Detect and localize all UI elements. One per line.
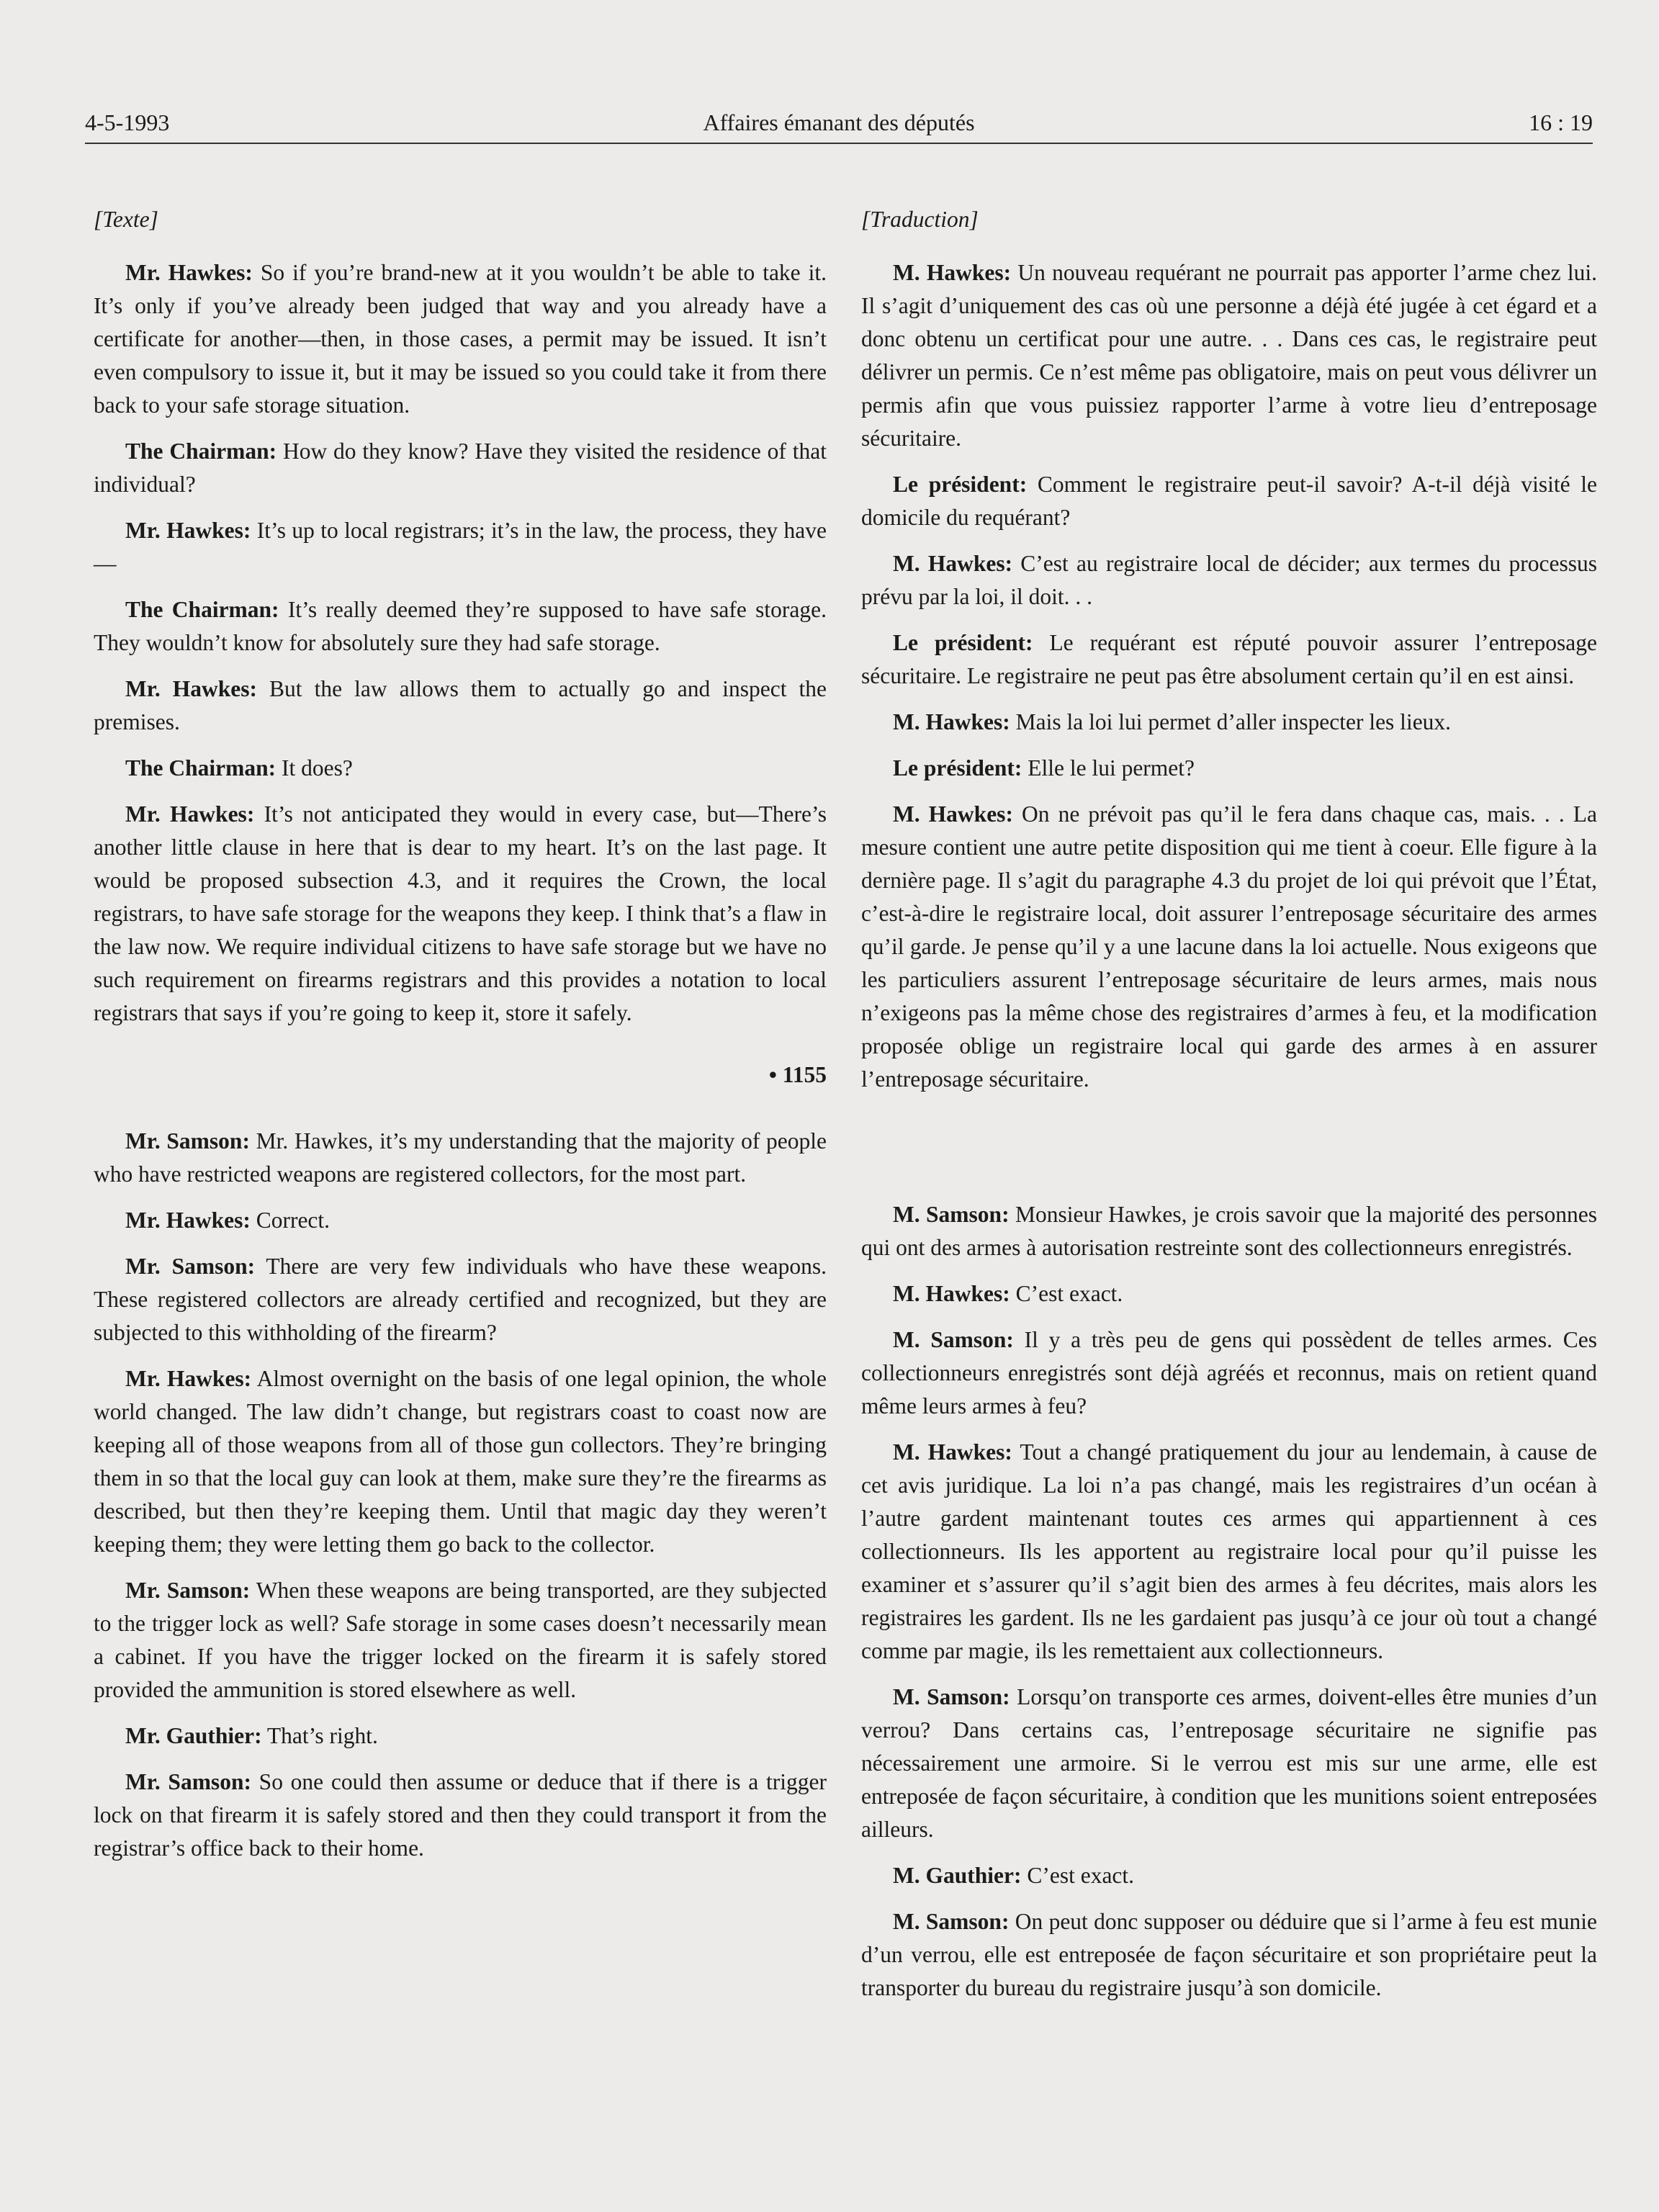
speech-paragraph [861,1323,1597,1423]
speech-text: There are very few individuals who have these weapons. These registered collectors are already certified and recognized, but they are subjected to this withholding of the firearm? [94,1254,827,1345]
speech-paragraph [861,256,1597,455]
speaker-name: Mr. Samson: [125,1578,251,1603]
speech-text: Monsieur Hawkes, je crois savoir que la majorité des personnes qui ont des armes à autorisation restreinte sont des collectionneurs enregistrés. [861,1202,1597,1260]
speech-paragraph [861,1436,1597,1668]
speech-text: Almost overnight on the basis of one legal opinion, the whole world changed. The law didn’t change, but registrars coast to coast now are keeping all of those weapons from all of those gun collectors. They’re bringing them in so that the local guy can look at them, make sure they’re the firearms as described, but then they’re keeping them. Until that magic day they weren’t keeping them; they were letting them go back to the collector. [94,1366,827,1557]
speech-text: When these weapons are being transported, are they subjected to the trigger lock as well? Safe storage in some cases doesn’t necessarily mean a cabinet. If you have the trigger locked on the firearm it is safely stored provided the ammunition is stored elsewhere as well. [94,1578,827,1702]
speech-paragraph [94,1766,827,1865]
speech-text: How do they know? Have they visited the residence of that individual? [94,439,827,497]
transcript-block-2 [861,1198,1597,2005]
speech-paragraph [94,435,827,501]
speech-text: So one could then assume or deduce that if there is a trigger lock on that firearm it is safely stored and then they could transport it from the registrar’s office back to their home. [94,1769,827,1861]
speech-text: Le requérant est réputé pouvoir assurer l’entreposage sécuritaire. Le registraire ne peut pas être absolument certain qu’il en est ainsi. [861,630,1598,688]
speaker-name: M. Hawkes: [893,1439,1012,1465]
speech-text: On ne prévoit pas qu’il le fera dans chaque cas, mais. . . La mesure contient une autre petite disposition qui me tient à coeur. Elle figure à la dernière page. Il s’agit du paragraphe 4.3 du projet de loi qui prévoit que l’État, c’est-à-dire le registraire local, doit assurer l’entreposage sécuritaire des armes qu’il garde. Je pense qu’il y a une lacune dans la loi actuelle. Nous exigeons que les particuliers assurent l’entreposage sécuritaire de leurs armes, mais nous n’exigeons pas la même chose des registraires d’armes à feu, et la modification proposée oblige un registraire local qui garde des armes à en assurer l’entreposage sécuritaire. [861,801,1597,1092]
speech-paragraph [94,514,827,580]
speech-text: But the law allows them to actually go and inspect the premises. [94,676,827,734]
speaker-name: Mr. Samson: [125,1769,251,1794]
speech-paragraph [94,1362,827,1561]
speech-text: Tout a changé pratiquement du jour au lendemain, à cause de cet avis juridique. La loi n’a pas changé, mais les registraires d’un océan à l’autre gardent maintenant toutes ces armes qui appartiennent à ces collectionneurs. Ils les apportent au registraire local pour qu’il puisse les examiner et s’assurer qu’il s’agit bien des armes à feu décrites, mais alors les registraires les gardent. Ils ne les gardaient pas jusqu’à ce jour où tout a changé comme par magie, ils les remettaient aux collectionneurs. [861,1439,1597,1663]
speech-paragraph [861,1905,1597,2005]
speaker-name: The Chairman: [125,597,279,622]
speech-text: On peut donc supposer ou déduire que si l’arme à feu est munie d’un verrou, elle est entreposée de façon sécuritaire et son propriétaire peut la transporter du bureau du registraire jusqu’à son domicile. [861,1909,1597,2000]
speech-paragraph [861,1277,1597,1310]
speech-paragraph [861,547,1597,613]
speaker-name: Le président: [893,472,1028,497]
speech-text: C’est exact. [1010,1281,1123,1306]
speech-text: C’est exact. [1021,1863,1135,1888]
column-label: [Traduction] [861,207,979,232]
speaker-name: Le président: [893,630,1033,655]
speech-paragraph [861,706,1597,739]
speaker-name: M. Samson: [893,1202,1010,1227]
speech-paragraph [861,798,1597,1096]
speech-paragraph [94,1250,827,1349]
transcript-block-2 [94,1125,827,1865]
speech-paragraph [94,256,827,422]
speech-text: Il y a très peu de gens qui possèdent de telles armes. Ces collectionneurs enregistrés sont déjà agréés et reconnus, mais on retient quand même leurs armes à feu? [861,1327,1598,1419]
speech-paragraph [861,468,1597,534]
speech-text: Elle le lui permet? [1022,755,1195,781]
speaker-name: Le président: [893,755,1022,781]
speaker-name: Mr. Hawkes: [125,1366,252,1391]
speaker-name: Mr. Samson: [125,1128,250,1154]
transcript-block-1 [861,256,1597,1096]
speaker-name: M. Hawkes: [893,801,1013,827]
speaker-name: M. Samson: [893,1684,1010,1709]
speech-text: It’s really deemed they’re supposed to have safe storage. They wouldn’t know for absolutely sure they had safe storage. [94,597,827,655]
speech-text: That’s right. [261,1723,378,1748]
english-column [94,203,827,1878]
speech-paragraph [861,1859,1597,1892]
speech-paragraph [94,593,827,660]
header-page-number: 16 : 19 [1529,109,1593,135]
header-date: 4-5-1993 [85,109,170,135]
speech-text: Mr. Hawkes, it’s my understanding that the majority of people who have restricted weapons are registered collectors, for the most part. [94,1128,827,1187]
speaker-name: M. Hawkes: [893,260,1012,285]
speaker-name: Mr. Hawkes: [125,801,255,827]
speaker-name: M. Samson: [893,1909,1010,1934]
speech-paragraph [861,1198,1597,1264]
speaker-name: Mr. Samson: [125,1254,256,1279]
page-header [85,109,1593,144]
speaker-name: The Chairman: [125,439,277,464]
speech-paragraph [861,1681,1597,1846]
speech-paragraph [94,673,827,739]
speaker-name: M. Hawkes: [893,709,1010,734]
speaker-name: M. Hawkes: [893,1281,1010,1306]
header-rule [85,143,1593,144]
speech-text: It’s up to local registrars; it’s in the law, the process, they have— [94,518,827,576]
speech-paragraph [94,1125,827,1191]
column-label: [Texte] [94,207,158,232]
speech-paragraph [94,1574,827,1707]
speech-text: It’s not anticipated they would in every case, but—There’s another little clause in here that is dear to my heart. It’s on the last page. It would be proposed subsection 4.3, and it requires the Crown, the local registrars, to have safe storage for the weapons they keep. I think that’s a flaw in the law now. We require individual citizens to have safe storage but we have no such requirement on firearms registrars and this provides a notation to local registrars that says if you’re going to keep it, store it safely. [94,801,827,1025]
speech-paragraph [94,1204,827,1237]
speech-text: Lorsqu’on transporte ces armes, doivent-elles être munies d’un verrou? Dans certains cas, l’entreposage sécuritaire ne signifie pas nécessairement une armoire. Si le verrou est mis sur une arme, elle est entreposée de façon sécuritaire, à condition que les munitions soient entreposées ailleurs. [861,1684,1597,1842]
speech-text: C’est au registraire local de décider; aux termes du processus prévu par la loi, il doit. . . [861,551,1597,609]
speaker-name: M. Gauthier: [893,1863,1022,1888]
speech-paragraph [861,752,1597,785]
speaker-name: M. Samson: [893,1327,1014,1352]
speaker-name: M. Hawkes: [893,551,1013,576]
speaker-name: Mr. Hawkes: [125,676,257,701]
speaker-name: Mr. Gauthier: [125,1723,262,1748]
speech-paragraph [94,798,827,1030]
speech-text: So if you’re brand-new at it you wouldn’t be able to take it. It’s only if you’ve already been judged that way and you already have a certificate for another—then, in those cases, a permit may be issued. It isn’t even compulsory to issue it, but it may be issued so you could take it from there back to your safe storage situation. [94,260,827,418]
header-title: Affaires émanant des députés [703,109,975,135]
speech-paragraph [94,752,827,785]
speech-text: Un nouveau requérant ne pourrait pas apporter l’arme chez lui. Il s’agit d’uniquement des cas où une personne a déjà été jugée à cet égard et a donc obtenu un certificat pour une autre. . . Dans ces cas, le registraire peut délivrer un permis. Ce n’est même pas obligatoire, mais on peut vous délivrer un permis afin que vous puissiez rapporter l’arme à votre lieu d’entreposage sécuritaire. [861,260,1597,451]
speaker-name: The Chairman: [125,755,276,781]
speech-text: It does? [276,755,353,781]
speaker-name: Mr. Hawkes: [125,518,251,543]
time-marker: • 1155 [768,1062,827,1087]
speech-paragraph [861,626,1597,693]
speaker-name: Mr. Hawkes: [125,1208,251,1233]
speech-text: Correct. [250,1208,331,1233]
speaker-name: Mr. Hawkes: [125,260,253,285]
french-column [861,203,1597,2018]
transcript-block-1 [94,256,827,1030]
speech-text: Mais la loi lui permet d’aller inspecter les lieux. [1010,709,1452,734]
column-spacer [861,1109,1597,1198]
speech-text: Comment le registraire peut-il savoir? A-t-il déjà visité le domicile du requérant? [861,472,1598,530]
speech-paragraph [94,1719,827,1753]
